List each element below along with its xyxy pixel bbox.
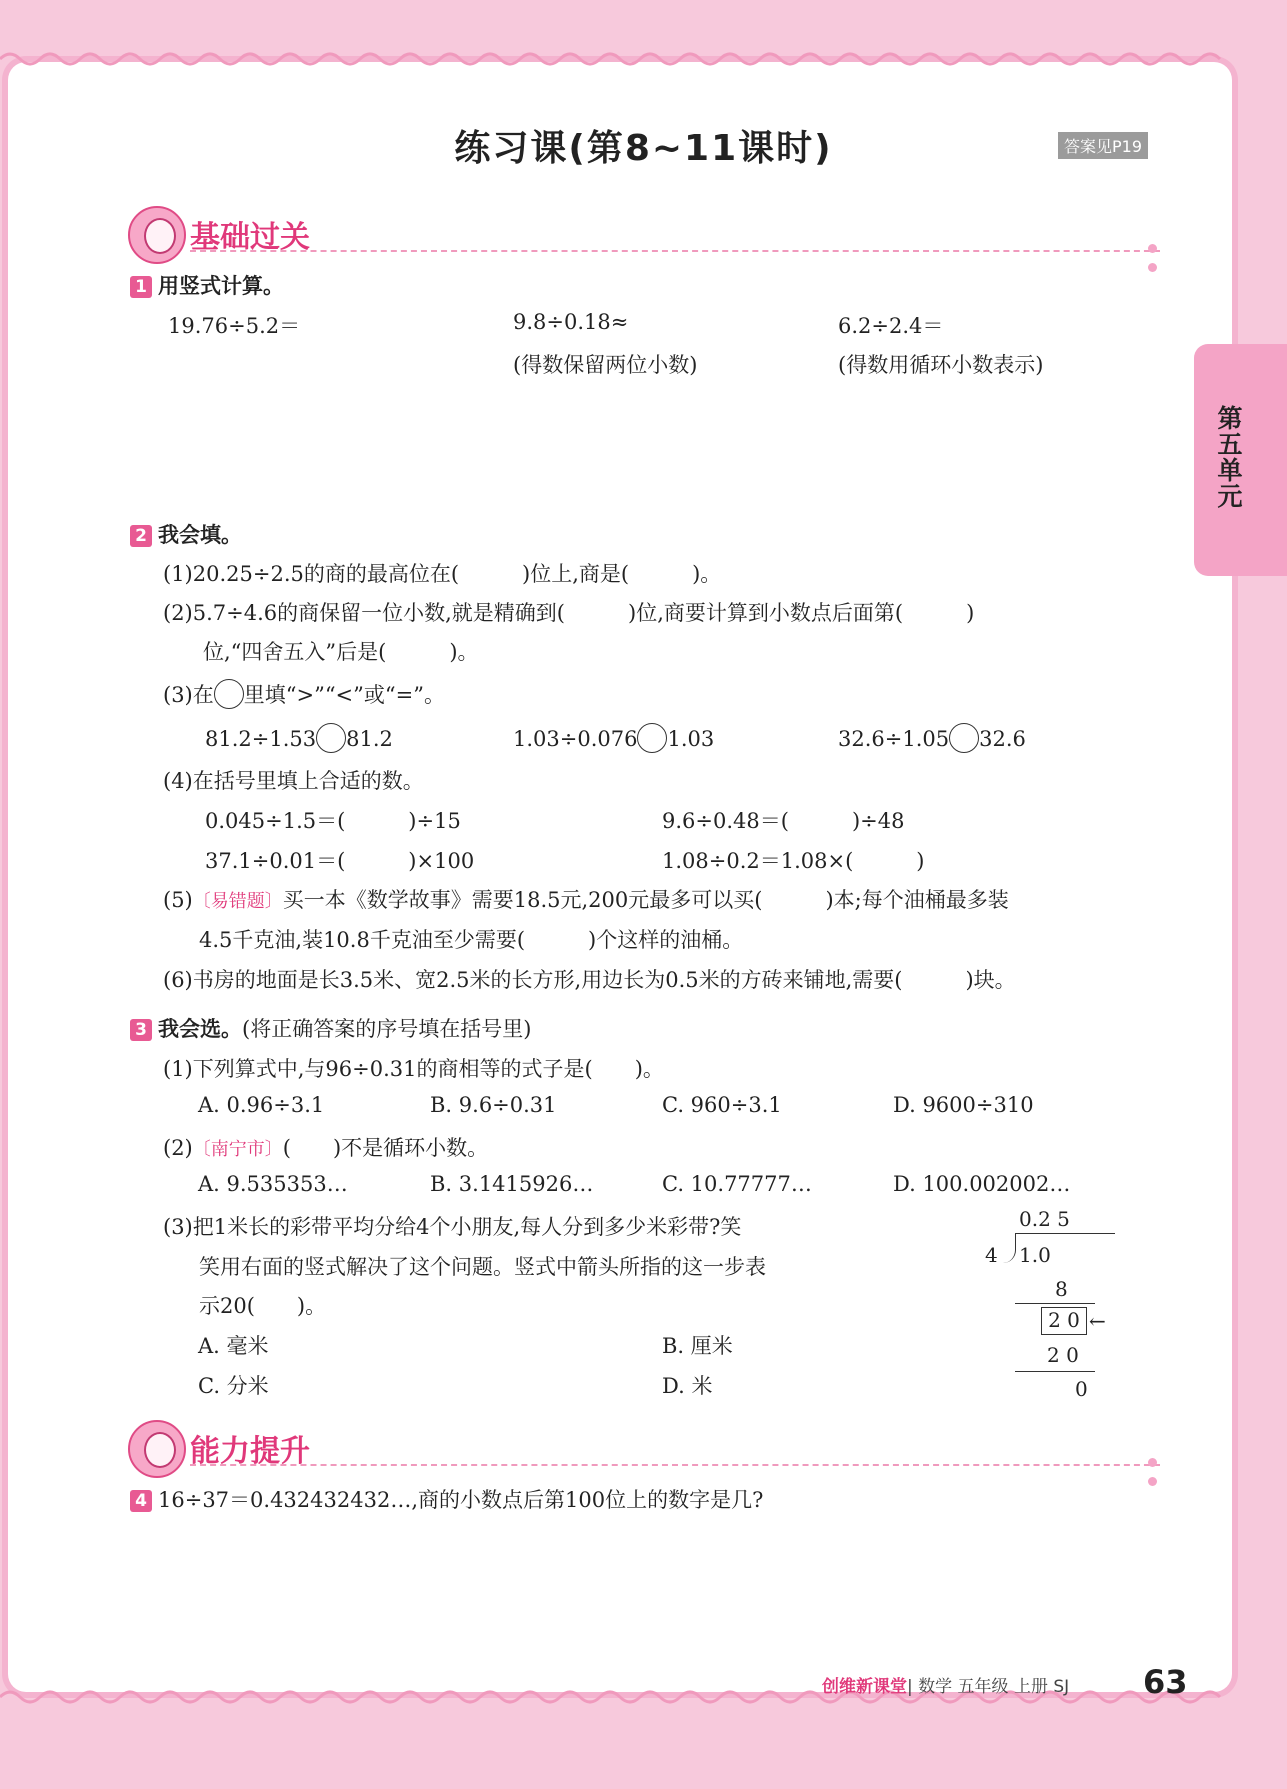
q1-item-2: 9.8÷0.18≈ [513,310,629,334]
division-bracket [1003,1233,1016,1263]
question-number-badge: 3 [130,1019,152,1041]
q2-compare-1 [205,723,393,753]
q2-part-3-label-a: (3)在 [163,683,214,707]
compare-left: 32.6÷1.05 [838,727,950,751]
q3-part-2-option-d: D. 100.002002… [893,1172,1071,1196]
q1-item-2-note: (得数保留两位小数) [513,353,698,377]
q2-part-5-line-1 [163,884,1009,914]
q3-part-3-option-d: D. 米 [662,1374,713,1398]
compare-left: 1.03÷0.076 [513,727,638,751]
compare-circle-icon[interactable] [637,723,667,753]
q3-part-1-option-b: B. 9.6÷0.31 [430,1093,557,1117]
division-step-2: 2 0 [1041,1307,1087,1335]
division-divisor: 4 [985,1243,998,1267]
q3-part-1-option-a: A. 0.96÷3.1 [198,1093,325,1117]
q3-part-3-line-1: (3)把1米长的彩带平均分给4个小朋友,每人分到多少米彩带?笑 [163,1215,742,1239]
q3-part-1-option-c: C. 960÷3.1 [662,1093,782,1117]
q2-part-5-prefix: (5) [163,888,193,912]
q2-fill-2: 9.6÷0.48＝( )÷48 [662,809,905,833]
q3-part-3-line-2: 笑用右面的竖式解决了这个问题。竖式中箭头所指的这一步表 [199,1255,766,1279]
question-number-badge: 2 [130,525,152,547]
q2-compare-3 [838,723,1026,753]
section-divider [190,250,1160,252]
question-number-badge: 4 [130,1490,152,1512]
division-step-3: 2 0 [1047,1343,1079,1367]
q3-part-2-option-a: A. 9.535353… [198,1172,348,1196]
decor-dots [1148,238,1168,276]
q2-part-5-line-2: 4.5千克油,装10.8千克油至少需要( )个这样的油桶。 [199,928,744,952]
long-division-figure [985,1205,1135,1415]
q2-compare-2 [513,723,714,753]
footer-info [822,1672,1069,1697]
section-title-advanced: 能力提升 [190,1434,310,1469]
q3-part-3-option-c: C. 分米 [198,1374,269,1398]
q2-fill-4: 1.08÷0.2＝1.08×( ) [662,849,925,873]
q2-part-2-line-2: 位,“四舍五入”后是( )。 [203,640,479,664]
q3-part-1: (1)下列算式中,与96÷0.31的商相等的式子是( )。 [163,1057,664,1081]
q2-fill-3: 37.1÷0.01＝( )×100 [205,849,475,873]
q2-part-3-label-b: 里填“>”“<”或“=”。 [243,683,445,707]
unit-side-tab-label: 第五单元 [1214,405,1243,509]
section-title-basic: 基础过关 [190,220,310,255]
region-tag: 〔南宁市〕 [192,1139,283,1160]
division-remainder: 0 [1075,1377,1088,1401]
arrow-left-icon: ← [1089,1309,1106,1333]
q2-part-6: (6)书房的地面是长3.5米、宽2.5米的长方形,用边长为0.5米的方砖来铺地,需要( )块。 [163,968,1016,992]
q3-part-2 [163,1132,488,1162]
question-4-text: 16÷37＝0.432432432…,商的小数点后第100位上的数字是几? [158,1488,764,1512]
q1-item-3-note: (得数用循环小数表示) [838,353,1044,377]
question-3-text: 我会选。 [158,1017,242,1041]
footer-brand: 创维新课堂 [822,1677,907,1697]
q2-part-1: (1)20.25÷2.5的商的最高位在( )位上,商是( )。 [163,562,722,586]
division-quotient: 0.2 5 [1019,1207,1070,1231]
compare-right: 32.6 [979,727,1026,751]
wave-border-top [0,44,1287,74]
division-step-1: 8 [1055,1277,1068,1301]
q2-part-2-line-1: (2)5.7÷4.6的商保留一位小数,就是精确到( )位,商要计算到小数点后面第( ) [163,601,975,625]
compare-circle-icon [214,679,244,709]
section-divider [190,1464,1160,1466]
question-3-heading [130,1013,531,1043]
question-number-badge: 1 [130,276,152,298]
division-dividend: 1.0 [1019,1243,1051,1267]
question-1-text: 用竖式计算。 [158,274,284,298]
division-bar [1015,1233,1115,1234]
division-line-1 [1015,1303,1095,1304]
q3-part-2-option-b: B. 3.1415926… [430,1172,594,1196]
q3-part-2-prefix: (2) [163,1136,193,1160]
page-title: 练习课(第8~11课时) [454,128,833,169]
answer-reference-badge: 答案见P19 [1058,132,1148,159]
q2-fill-1: 0.045÷1.5＝( )÷15 [205,809,461,833]
q3-part-1-option-d: D. 9600÷310 [893,1093,1034,1117]
wave-border-bottom [0,1682,1287,1712]
compare-circle-icon[interactable] [949,723,979,753]
q3-part-3-option-b: B. 厘米 [662,1334,733,1358]
question-2-heading [130,519,242,549]
question-3-note: (将正确答案的序号填在括号里) [242,1017,532,1041]
compare-right: 81.2 [346,727,393,751]
compare-circle-icon[interactable] [316,723,346,753]
section-header-advanced [128,1420,1168,1476]
q2-part-5-text: 买一本《数学故事》需要18.5元,200元最多可以买( )本;每个油桶最多装 [282,888,1009,912]
monkey-mascot-icon [128,206,186,264]
monkey-mascot-icon [128,1420,186,1478]
question-1-heading [130,270,284,300]
q3-part-2-option-c: C. 10.77777… [662,1172,812,1196]
question-2-text: 我会填。 [158,523,242,547]
compare-right: 1.03 [667,727,715,751]
q1-item-1: 19.76÷5.2＝ [168,314,301,338]
q3-part-3-line-3: 示20( )。 [199,1294,327,1318]
q3-part-2-text: ( )不是循环小数。 [282,1136,489,1160]
division-line-2 [1015,1371,1095,1372]
footer-book-info: | 数学 五年级 上册 SJ [907,1677,1070,1697]
q2-part-3-label [163,679,445,709]
compare-left: 81.2÷1.53 [205,727,317,751]
decor-dots [1148,1452,1168,1490]
question-4 [130,1484,763,1514]
error-prone-tag: 〔易错题〕 [192,891,283,912]
q2-part-4: (4)在括号里填上合适的数。 [163,769,424,793]
page-number: 63 [1143,1663,1188,1701]
q3-part-3-option-a: A. 毫米 [198,1334,269,1358]
section-header-basic [128,206,1168,262]
q1-item-3: 6.2÷2.4＝ [838,314,944,338]
